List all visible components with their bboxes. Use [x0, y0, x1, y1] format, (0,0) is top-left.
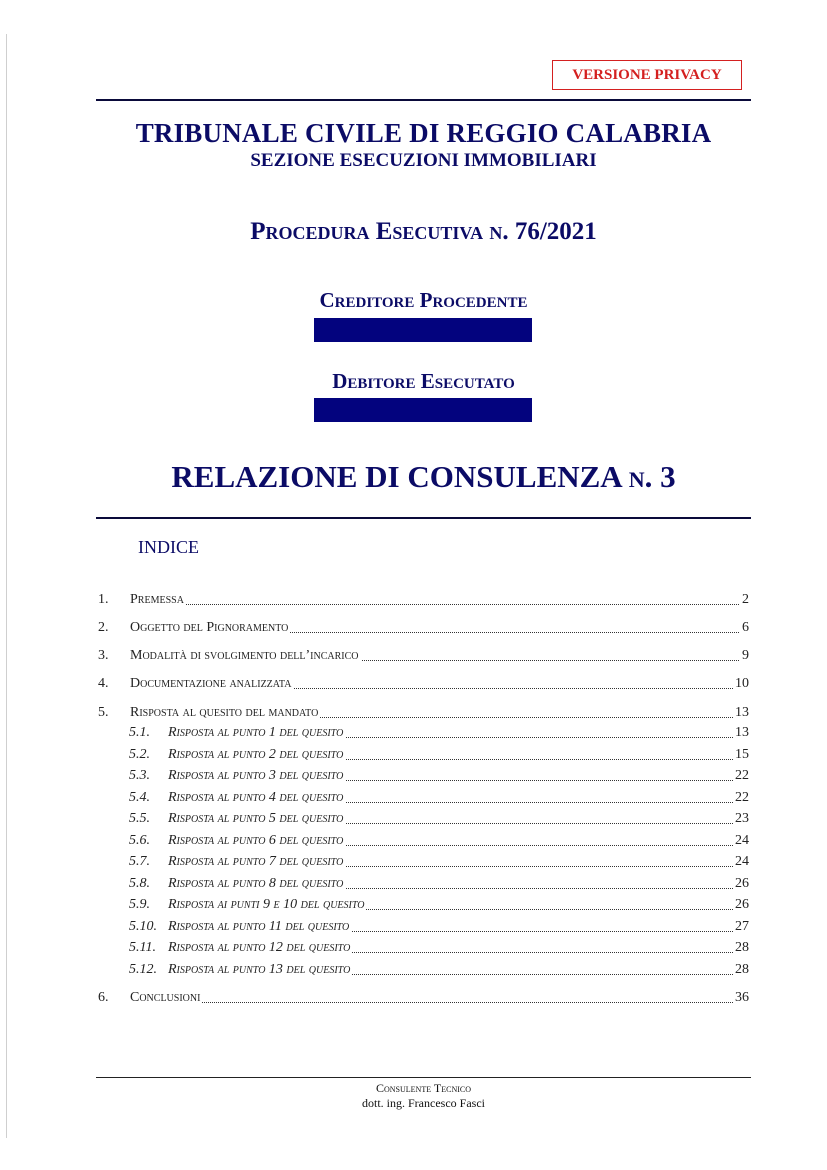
toc-entry-number: 5.7. — [129, 854, 150, 869]
toc-entry-number: 5.9. — [129, 897, 150, 912]
toc-entry-page: 9 — [742, 648, 749, 663]
page-margin-rule — [6, 34, 7, 1138]
toc-entry-number: 2. — [98, 620, 109, 635]
report-number: n. 3 — [628, 459, 676, 494]
toc-entry-page: 28 — [735, 940, 749, 955]
toc-entry-label: Premessa — [130, 592, 184, 607]
toc-subentry[interactable] — [96, 809, 751, 829]
toc-entry-label: Risposta al punto 4 del quesito — [168, 790, 344, 805]
toc-entry-label: Risposta al punto 12 del quesito — [168, 940, 351, 955]
debtor-label: Debitore Esecutato — [332, 369, 515, 393]
dot-leader — [130, 1002, 749, 1003]
toc-entry[interactable] — [96, 703, 751, 723]
toc-entry-label: Risposta al punto 11 del quesito — [168, 919, 350, 934]
report-title-text: RELAZIONE DI CONSULENZA — [171, 459, 621, 494]
report-title — [96, 459, 751, 495]
toc-entry-number: 3. — [98, 648, 109, 663]
privacy-badge: VERSIONE PRIVACY — [552, 60, 742, 90]
toc-entry-page: 13 — [735, 705, 749, 720]
toc-entry-number: 1. — [98, 592, 109, 607]
footer-name: dott. ing. Francesco Fasci — [362, 1096, 485, 1110]
toc-entry-number: 5.5. — [129, 811, 150, 826]
toc-entry-label: Modalità di svolgimento dell’incarico — [130, 648, 359, 663]
toc-entry-page: 36 — [735, 990, 749, 1005]
toc-subentry[interactable] — [96, 852, 751, 872]
toc-entry-number: 5.11. — [129, 940, 156, 955]
toc-entry-page: 27 — [735, 919, 749, 934]
court-title: TRIBUNALE CIVILE DI REGGIO CALABRIA — [135, 118, 712, 148]
toc-entry-number: 5.1. — [129, 725, 150, 740]
dot-leader — [130, 604, 749, 605]
toc-entry-number: 5.12. — [129, 962, 157, 977]
toc-entry[interactable] — [96, 646, 751, 666]
toc-subentry[interactable] — [96, 788, 751, 808]
toc-entry-label: Risposta al punto 8 del quesito — [168, 876, 344, 891]
toc-entry-page: 22 — [735, 790, 749, 805]
toc-entry-label: Risposta al punto 2 del quesito — [168, 747, 344, 762]
toc-subentry[interactable] — [96, 831, 751, 851]
toc-entry-page: 24 — [735, 833, 749, 848]
toc-entry[interactable] — [96, 590, 751, 610]
toc-entry-page: 15 — [735, 747, 749, 762]
toc-entry-number: 5.3. — [129, 768, 150, 783]
toc-entry[interactable] — [96, 618, 751, 638]
toc-entry-page: 26 — [735, 876, 749, 891]
toc-entry-label: Conclusioni — [130, 990, 201, 1005]
toc-entry-label: Documentazione analizzata — [130, 676, 292, 691]
toc-subentry[interactable] — [96, 745, 751, 765]
toc-entry-label: Risposta al punto 3 del quesito — [168, 768, 344, 783]
toc-entry-number: 5.8. — [129, 876, 150, 891]
toc-entry-label: Risposta al punto 1 del quesito — [168, 725, 344, 740]
toc-entry-page: 6 — [742, 620, 749, 635]
toc-entry-page: 28 — [735, 962, 749, 977]
toc-subentry[interactable] — [96, 766, 751, 786]
toc-entry-page: 23 — [735, 811, 749, 826]
toc-entry-label: Risposta al punto 13 del quesito — [168, 962, 351, 977]
creditor-label: Creditore Procedente — [319, 288, 528, 312]
toc-entry-number: 5.2. — [129, 747, 150, 762]
toc-entry-page: 13 — [735, 725, 749, 740]
toc-entry-number: 5.6. — [129, 833, 150, 848]
footer-role: Consulente Tecnico — [376, 1081, 471, 1095]
toc-subentry[interactable] — [96, 960, 751, 980]
toc-entry[interactable] — [96, 674, 751, 694]
creditor-redaction — [314, 318, 532, 342]
toc-entry-page: 26 — [735, 897, 749, 912]
toc-subentry[interactable] — [96, 938, 751, 958]
toc-entry-label: Risposta al quesito del mandato — [130, 705, 319, 720]
toc-entry-number: 5.10. — [129, 919, 157, 934]
toc-entry-page: 2 — [742, 592, 749, 607]
debtor-redaction — [314, 398, 532, 422]
toc-subentry[interactable] — [96, 917, 751, 937]
toc-subentry[interactable] — [96, 723, 751, 743]
toc-entry[interactable] — [96, 988, 751, 1008]
footer-rule — [96, 1077, 751, 1078]
toc-entry-number: 5. — [98, 705, 109, 720]
toc-subentry[interactable] — [96, 895, 751, 915]
toc-entry-page: 22 — [735, 768, 749, 783]
toc-entry-page: 24 — [735, 854, 749, 869]
toc-entry-label: Risposta ai punti 9 e 10 del quesito — [168, 897, 365, 912]
procedure-number: Procedura Esecutiva n. 76/2021 — [250, 218, 597, 245]
header-top-rule — [96, 99, 751, 101]
toc-entry-number: 5.4. — [129, 790, 150, 805]
toc-entry-label: Oggetto del Pignoramento — [130, 620, 289, 635]
toc-entry-number: 4. — [98, 676, 109, 691]
toc-subentry[interactable] — [96, 874, 751, 894]
toc-entry-number: 6. — [98, 990, 109, 1005]
court-section: SEZIONE ESECUZIONI IMMOBILIARI — [250, 150, 597, 171]
toc-entry-label: Risposta al punto 5 del quesito — [168, 811, 344, 826]
toc-entry-label: Risposta al punto 6 del quesito — [168, 833, 344, 848]
toc-heading: INDICE — [138, 537, 199, 557]
toc-entry-label: Risposta al punto 7 del quesito — [168, 854, 344, 869]
title-bottom-rule — [96, 517, 751, 519]
toc-entry-page: 10 — [735, 676, 749, 691]
